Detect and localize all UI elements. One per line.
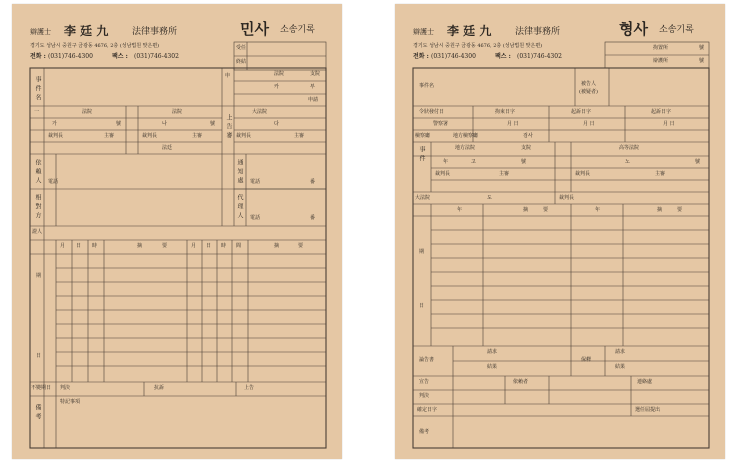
witness-label: 證人 — [32, 229, 43, 235]
sentence-request: 請求 — [487, 349, 498, 355]
footer-upper: 上告 — [244, 385, 255, 391]
appeal-court: 高等法院 — [619, 145, 640, 151]
trial-ho: 號 — [116, 121, 122, 127]
first-judge: 裁判長 — [435, 171, 451, 177]
appeal-no: 노 — [625, 159, 630, 165]
phone-label: 전화 : — [30, 53, 46, 60]
client-tel: 電話 — [48, 179, 59, 185]
receipt-no-label: 拘置所 — [653, 45, 669, 51]
col-min-2: 間 — [236, 243, 242, 249]
col-summary-2: 要 — [298, 243, 304, 249]
firm-prefix-2: 辯護士 — [413, 28, 434, 36]
case-kind-title-2: 형사 — [619, 20, 648, 38]
verdict-sub: 判決 — [419, 393, 430, 399]
criminal-case-cover — [395, 4, 725, 459]
client-label: 依賴人 — [34, 159, 41, 186]
detention-label: 辯護所 — [653, 58, 669, 64]
case-subtitle-2: 소송기록 — [659, 25, 694, 35]
schedule-side-3: 期 — [419, 249, 425, 255]
fax-number: (031)746-4302 — [134, 53, 179, 60]
bail-label: 保釋 — [581, 357, 592, 363]
trial-juchim: 主審 — [104, 133, 115, 139]
fax-label: 팩스 : — [112, 53, 128, 60]
col-year-2: 年 — [595, 207, 601, 213]
case-kind-title: 민사 — [240, 20, 269, 38]
detention-ho: 號 — [699, 58, 705, 64]
rep-tel: 電話 — [250, 215, 261, 221]
received-label: 受任 — [236, 45, 247, 51]
firm-office-2: 法律事務所 — [515, 27, 561, 37]
remark-label: 備考 — [419, 429, 430, 435]
bail-request: 請求 — [615, 349, 626, 355]
case-name-label: 事件名 — [34, 76, 41, 103]
firm-office: 法律事務所 — [132, 27, 178, 37]
detained-date: 月 日 — [583, 121, 595, 127]
supreme-juchim: 主審 — [294, 133, 305, 139]
supreme-do: 도 — [487, 195, 492, 201]
col-hour: 時 — [92, 243, 98, 249]
schedule-side-2: 日 — [36, 353, 42, 359]
firm-address-2: 경기도 성남시 중원구 금광동 4676, 2층 (성남법원 맞은편) — [413, 43, 543, 49]
notify-label: 通知處 — [236, 159, 243, 186]
footer-appeal: 抗訴 — [154, 385, 165, 391]
trial-ga: 가 — [52, 121, 57, 127]
phone-label-2: 전화 : — [413, 53, 429, 60]
case-mark: 카 — [274, 84, 279, 90]
firm-name-2: 李 廷 九 — [447, 24, 492, 38]
second-na: 나 — [162, 121, 167, 127]
lower-court: 法廷 — [162, 145, 173, 151]
rep-label: 代理人 — [236, 194, 243, 221]
court-first: 地方法院 — [455, 145, 476, 151]
supreme-label-2: 大法院 — [415, 195, 431, 201]
court-branch: 支院 — [521, 145, 532, 151]
firm-prefix: 辯護士 — [30, 28, 51, 36]
rep-room: 番 — [310, 215, 316, 221]
pickup-label: 選任屆提出 — [635, 407, 661, 413]
col-memo-2: 摘 — [274, 243, 280, 249]
final-date-label: 確定日字 — [417, 407, 438, 413]
trial-judge: 裁判長 — [48, 133, 64, 139]
phone-number: (031)746-4300 — [48, 53, 93, 60]
accused-label: 被告人 — [581, 81, 597, 87]
supreme-judge-2: 裁判長 — [559, 195, 575, 201]
appeal-ho: 號 — [695, 159, 701, 165]
notes-text: 特記事項 — [60, 399, 81, 405]
sentence-result: 結果 — [487, 364, 498, 370]
second-juchim: 主審 — [192, 133, 203, 139]
criminal-form-grid — [395, 4, 725, 459]
notify-room: 番 — [310, 179, 316, 185]
col-memo: 摘 — [137, 243, 143, 249]
col-memo-3: 摘 — [523, 207, 529, 213]
col-summary-3: 要 — [543, 207, 549, 213]
police-label: 檢察廳 — [415, 133, 431, 139]
indictment-date: 月 日 — [663, 121, 675, 127]
first-go: 고 — [471, 159, 476, 165]
firm-name: 李 廷 九 — [64, 24, 109, 38]
concluded-label: 終結 — [236, 59, 247, 65]
supreme-judge: 裁判長 — [236, 133, 252, 139]
receipt-ho: 號 — [699, 45, 705, 51]
appeal-juchim: 主審 — [655, 171, 666, 177]
arrest-label: 拘束日字 — [495, 109, 516, 115]
investigator-label: 검사 — [523, 133, 533, 139]
trial-first: 一 — [34, 109, 40, 115]
warrant-label: 令狀發付日 — [419, 109, 445, 115]
supreme-label: 大法院 — [252, 109, 268, 115]
first-ho: 號 — [521, 159, 527, 165]
schedule-side-4: 日 — [419, 303, 425, 309]
col-summary-4: 要 — [677, 207, 683, 213]
notify-tel: 電話 — [250, 179, 261, 185]
sentence-label: 論告書 — [419, 357, 435, 363]
trial-court: 法院 — [82, 109, 93, 115]
detained-label: 起訴日字 — [571, 109, 592, 115]
accused-sub: (被疑者) — [579, 89, 598, 95]
notes-label: 備考 — [34, 404, 41, 422]
arrest-date: 月 日 — [507, 121, 519, 127]
trial-label: 事件 — [418, 146, 425, 164]
first-year: 年 — [443, 159, 449, 165]
footer-date-label: 不變期日 — [31, 385, 52, 391]
contact-label: 連絡處 — [637, 379, 653, 385]
superior-label: 上告審 — [225, 114, 232, 141]
firm-address: 경기도 성남시 중원구 금광동 4676, 2층 (성남법원 맞은편) — [30, 43, 160, 49]
opponent-label: 相對方 — [34, 194, 41, 221]
col-year: 年 — [457, 207, 463, 213]
fax-label-2: 팩스 : — [495, 53, 511, 60]
case-subtitle: 소송기록 — [280, 25, 315, 35]
appeal-judge: 裁判長 — [575, 171, 591, 177]
second-judge: 裁判長 — [142, 133, 158, 139]
footer-judgment: 判決 — [60, 385, 71, 391]
schedule-side-1: 期 — [36, 273, 42, 279]
application-label: 申請 — [308, 97, 319, 103]
division-label: 부 — [310, 84, 315, 90]
public-prosecutor: 地方檢察廳 — [453, 133, 479, 139]
phone-number-2: (031)746-4300 — [431, 53, 476, 60]
col-day-2: 日 — [206, 243, 212, 249]
col-day: 日 — [76, 243, 82, 249]
second-court: 法院 — [172, 109, 183, 115]
civil-case-cover — [12, 4, 342, 459]
indictment-label: 起訴日字 — [651, 109, 672, 115]
supreme-da: 다 — [274, 121, 279, 127]
first-juchim: 主審 — [499, 171, 510, 177]
col-month: 月 — [60, 243, 66, 249]
prosecutor-label: 警察署 — [433, 121, 449, 127]
case-name-label-2: 事件名 — [419, 83, 435, 89]
court-label: 法院 — [274, 71, 285, 77]
col-memo-4: 摘 — [657, 207, 663, 213]
fax-number-2: (031)746-4302 — [517, 53, 562, 60]
second-ho: 號 — [210, 121, 216, 127]
verdict-label: 宣告 — [419, 379, 430, 385]
branch-label: 支院 — [310, 71, 321, 77]
col-summary: 要 — [162, 243, 168, 249]
appeal-label: 申 — [225, 73, 231, 79]
col-hour-2: 時 — [221, 243, 227, 249]
client-label-2: 依賴者 — [513, 379, 529, 385]
bail-result: 結果 — [615, 364, 626, 370]
col-month-2: 月 — [191, 243, 197, 249]
